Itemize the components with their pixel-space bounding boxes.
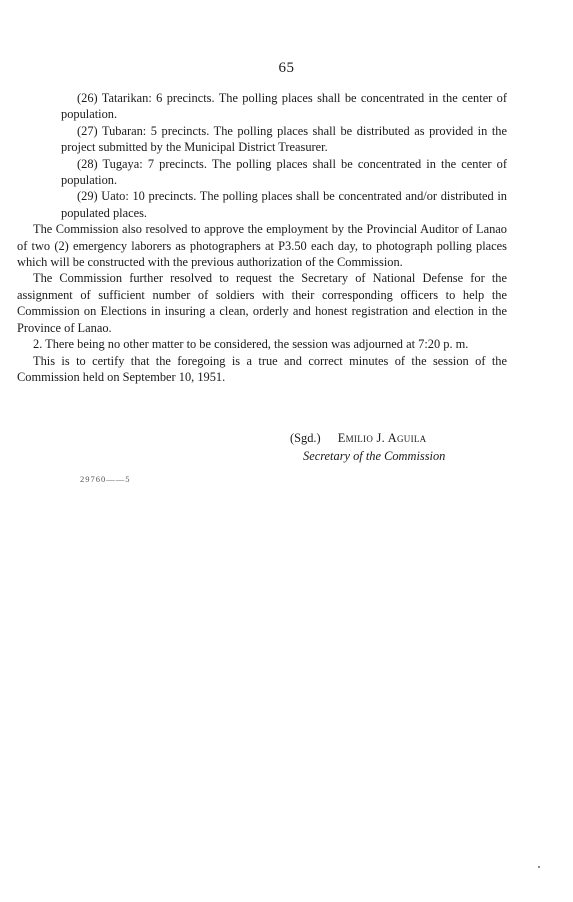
minutes-body [17, 90, 507, 385]
stray-mark [538, 866, 540, 868]
paragraph-employment-resolution: The Commission also resolved to approve the employment by the Provincial Auditor of Lanao of two (2) emergency laborers as photographers at P3.50 each day, to photograph polling places which will be constructed with the previous authorization of the Commission. [17, 222, 507, 270]
print-code: 29760——5 [80, 474, 131, 484]
signed-marker: (Sgd.) [290, 431, 321, 445]
precinct-item-tatarikan: (26) Tatarikan: 6 precincts. The polling places shall be concentrated in the center of population. [61, 91, 507, 122]
signature-block [290, 429, 445, 465]
signature-line [290, 429, 445, 447]
precinct-item-tubaran: (27) Tubaran: 5 precincts. The polling places shall be distributed as provided in the project submitted by the Municipal District Treasurer. [61, 123, 507, 155]
paragraph-certification: This is to certify that the foregoing is a true and correct minutes of the session of the Commission held on September 10, 1951. [17, 353, 507, 384]
paragraph-defense-request: The Commission further resolved to request the Secretary of National Defense for the assignment of sufficient number of soldiers with their corresponding officers to help the Commission on Elections in insuring a clean, orderly and honest registration and election in the Province of Lanao. [17, 271, 507, 335]
signatory-title: Secretary of the Commission [303, 449, 446, 463]
paragraph-adjournment: 2. There being no other matter to be considered, the session was adjourned at 7:20 p. m. [33, 337, 469, 352]
page-number: 65 [278, 60, 295, 76]
signatory-name: Emilio J. Aguila [337, 431, 427, 445]
precinct-item-tugaya: (28) Tugaya: 7 precincts. The polling places shall be concentrated in the center of population. [61, 156, 507, 188]
precinct-item-uato: (29) Uato: 10 precincts. The polling places shall be concentrated and/or distributed in populated places. [61, 189, 507, 220]
